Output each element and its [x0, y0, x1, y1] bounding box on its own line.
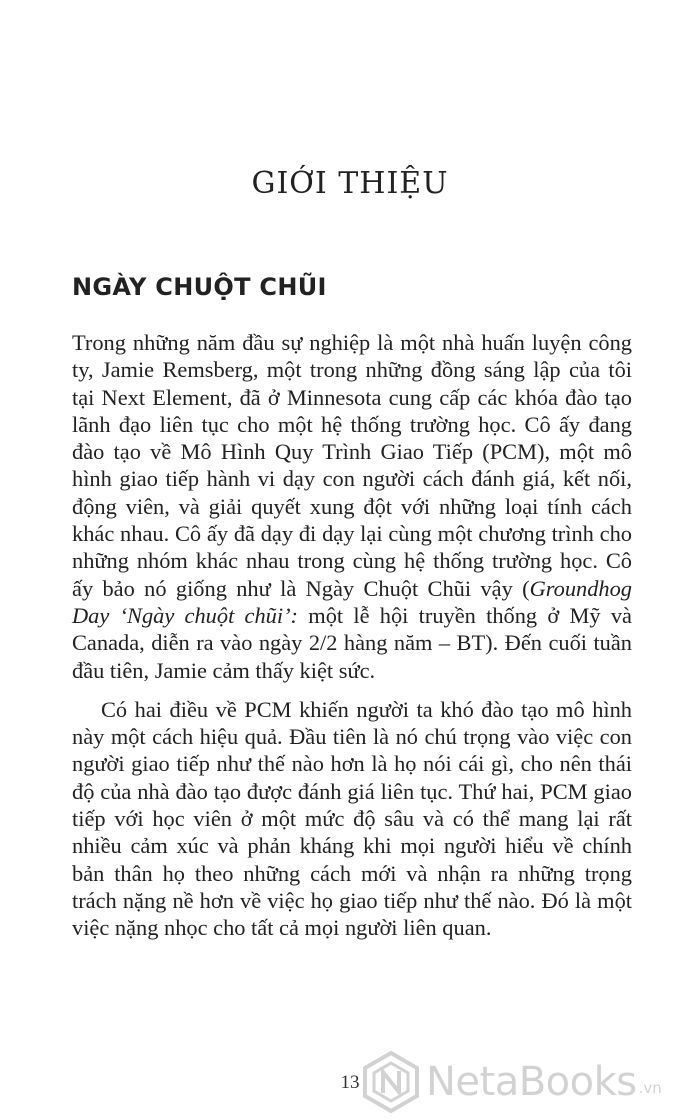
watermark-brand: NetaBooks [426, 1059, 637, 1105]
watermark [362, 1049, 694, 1115]
paragraph-1 [72, 329, 632, 684]
paragraph-1-text-a: Trong những năm đầu sự nghiệp là một nhà huấn luyện công ty, Jamie Remsberg, một trong những đồng sáng lập của tôi tại Next Element, đã ở Minnesota cung cấp các khóa đào tạo lãnh đạo liên tục cho một hệ thống trường học. Cô ấy đang đào tạo về Mô Hình Quy Trình Giao Tiếp (PCM), một mô hình giao tiếp hành vi dạy con người cách đánh giá, kết nối, động viên, và giải quyết xung đột với những loại tính cách khác nhau. Cô ấy đã dạy đi dạy lại cùng một chương trình cho những nhóm khác nhau trong cùng hệ thống trường học. Cô ấy bảo nó giống như là Ngày Chuột Chũi vậy ( [72, 330, 632, 601]
body-text [72, 329, 632, 942]
netabooks-logo-icon [362, 1051, 420, 1113]
paragraph-1-text-b: một lễ hội truyền thống ở Mỹ và Canada, diễn ra vào ngày 2/2 hàng năm – BT). Đến cuối tuần đầu tiên, Jamie cảm thấy kiệt sức. [72, 602, 632, 683]
page-number: 13 [340, 1072, 360, 1093]
paragraph-1-italic: Groundhog Day ‘Ngày chuột chũi’: [72, 575, 632, 628]
watermark-suffix: .vn [638, 1079, 662, 1097]
section-heading: NGÀY CHUỘT CHŨI [72, 273, 327, 301]
paragraph-2: Có hai điều về PCM khiến người ta khó đào tạo mô hình này một cách hiệu quả. Đầu tiên là nó chú trọng vào việc con người giao tiếp như thế nào hơn là họ nói cái gì, cho nên thái độ của nhà đào tạo được đánh giá liên tục. Thứ hai, PCM giao tiếp với học viên ở một mức độ sâu và có thể mang lại rất nhiều cảm xúc và phản kháng khi mọi người hiểu về chính bản thân họ theo những cách mới và nhận ra những trọng trách nặng nề hơn về việc họ giao tiếp như thế nào. Đó là một việc nặng nhọc cho tất cả mọi người liên quan. [72, 696, 632, 941]
chapter-title: GIỚI THIỆU [251, 166, 449, 201]
